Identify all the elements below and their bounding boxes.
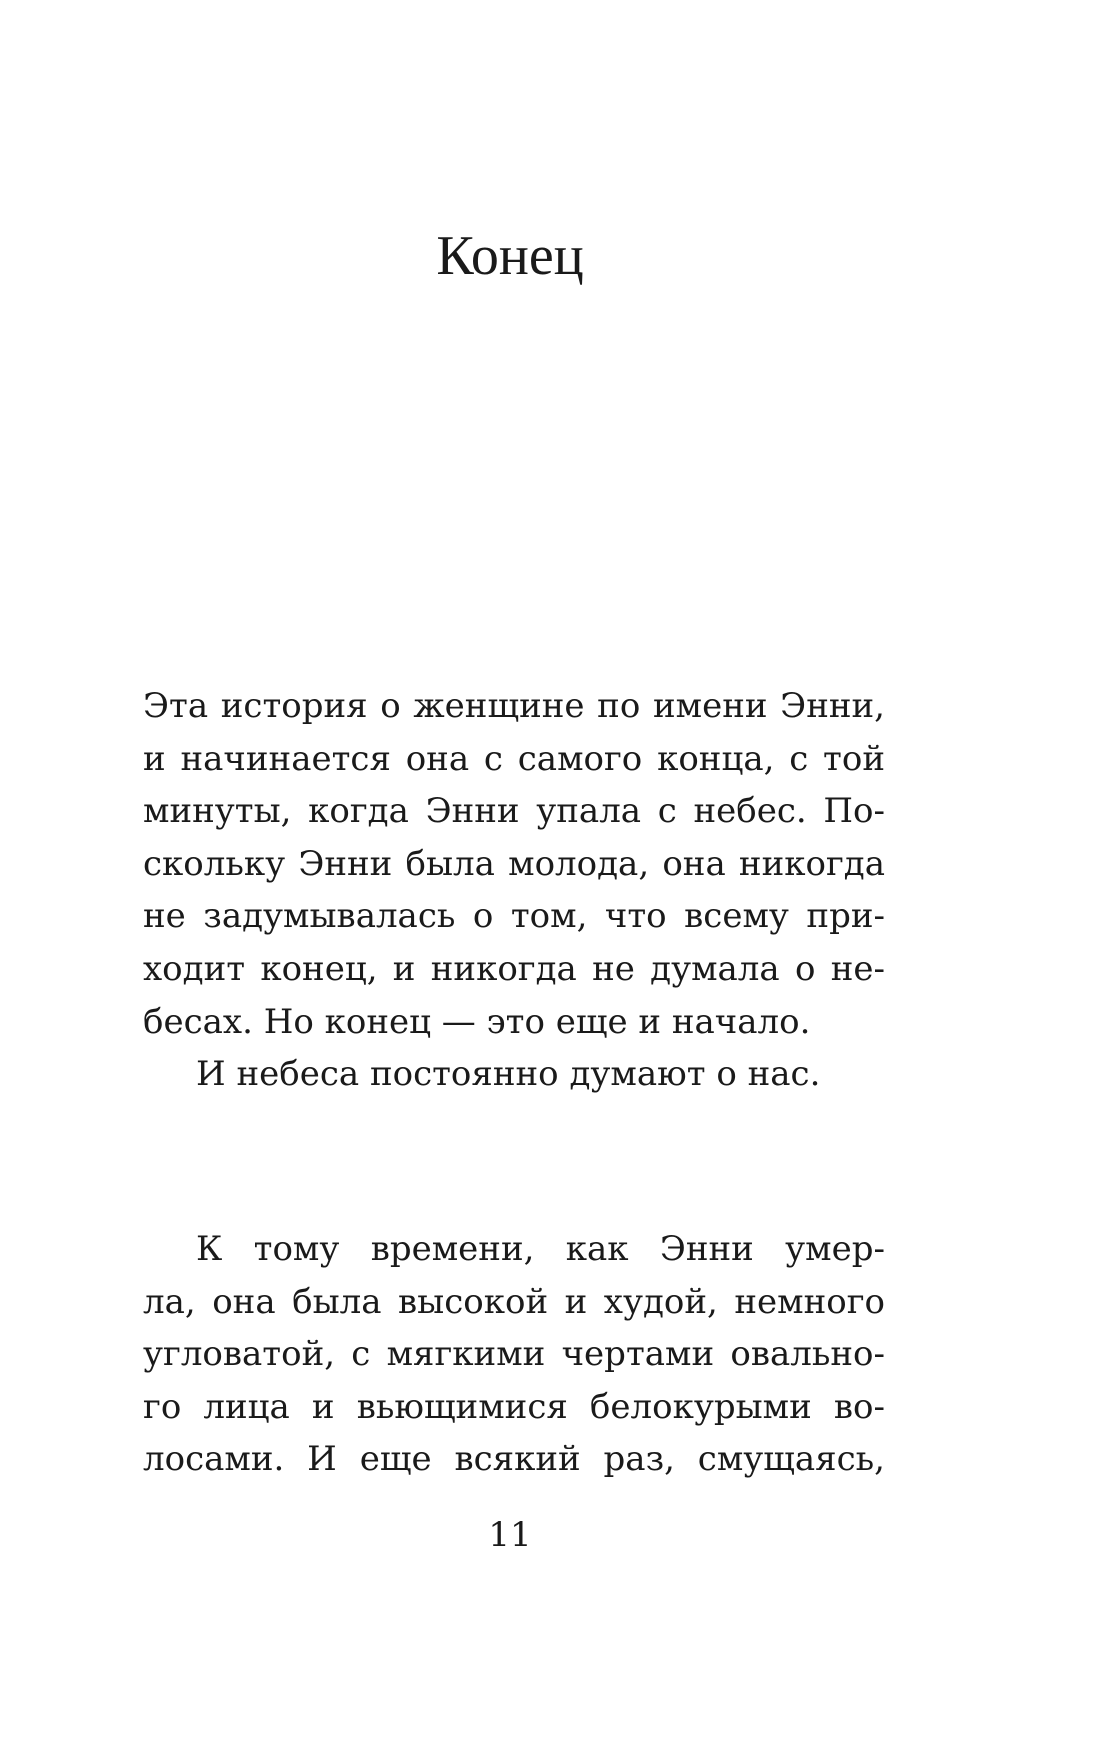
- page-number: 11: [488, 1515, 532, 1555]
- text-line: го лица и вьющимися белокурыми во-: [143, 1386, 885, 1427]
- text-line: скольку Энни была молода, она никогда: [143, 843, 885, 884]
- text-line: не задумывалась о том, что всему при-: [143, 896, 885, 937]
- text-line: угловатой, с мягкими чертами овально-: [143, 1334, 885, 1375]
- text-line: и начинается она с самого конца, с той: [143, 738, 885, 779]
- text-line: К тому времени, как Энни умер-: [196, 1229, 885, 1269]
- text-line: минуты, когда Энни упала с небес. По-: [143, 791, 885, 832]
- paragraph-group-2: [143, 1223, 885, 1486]
- text-line: бесах. Но конец — это еще и начало.: [143, 1001, 811, 1042]
- text-line: ла, она была высокой и худой, немного: [143, 1281, 885, 1322]
- text-line: И небеса постоянно думают о нас.: [196, 1054, 821, 1095]
- chapter-title: Конец: [436, 225, 584, 287]
- text-line: лосами. И еще всякий раз, смущаясь,: [143, 1439, 885, 1480]
- text-line: ходит конец, и никогда не думала о не-: [143, 948, 885, 989]
- text-line: Эта история о женщине по имени Энни,: [143, 686, 885, 726]
- paragraph-group-1: [143, 680, 885, 1101]
